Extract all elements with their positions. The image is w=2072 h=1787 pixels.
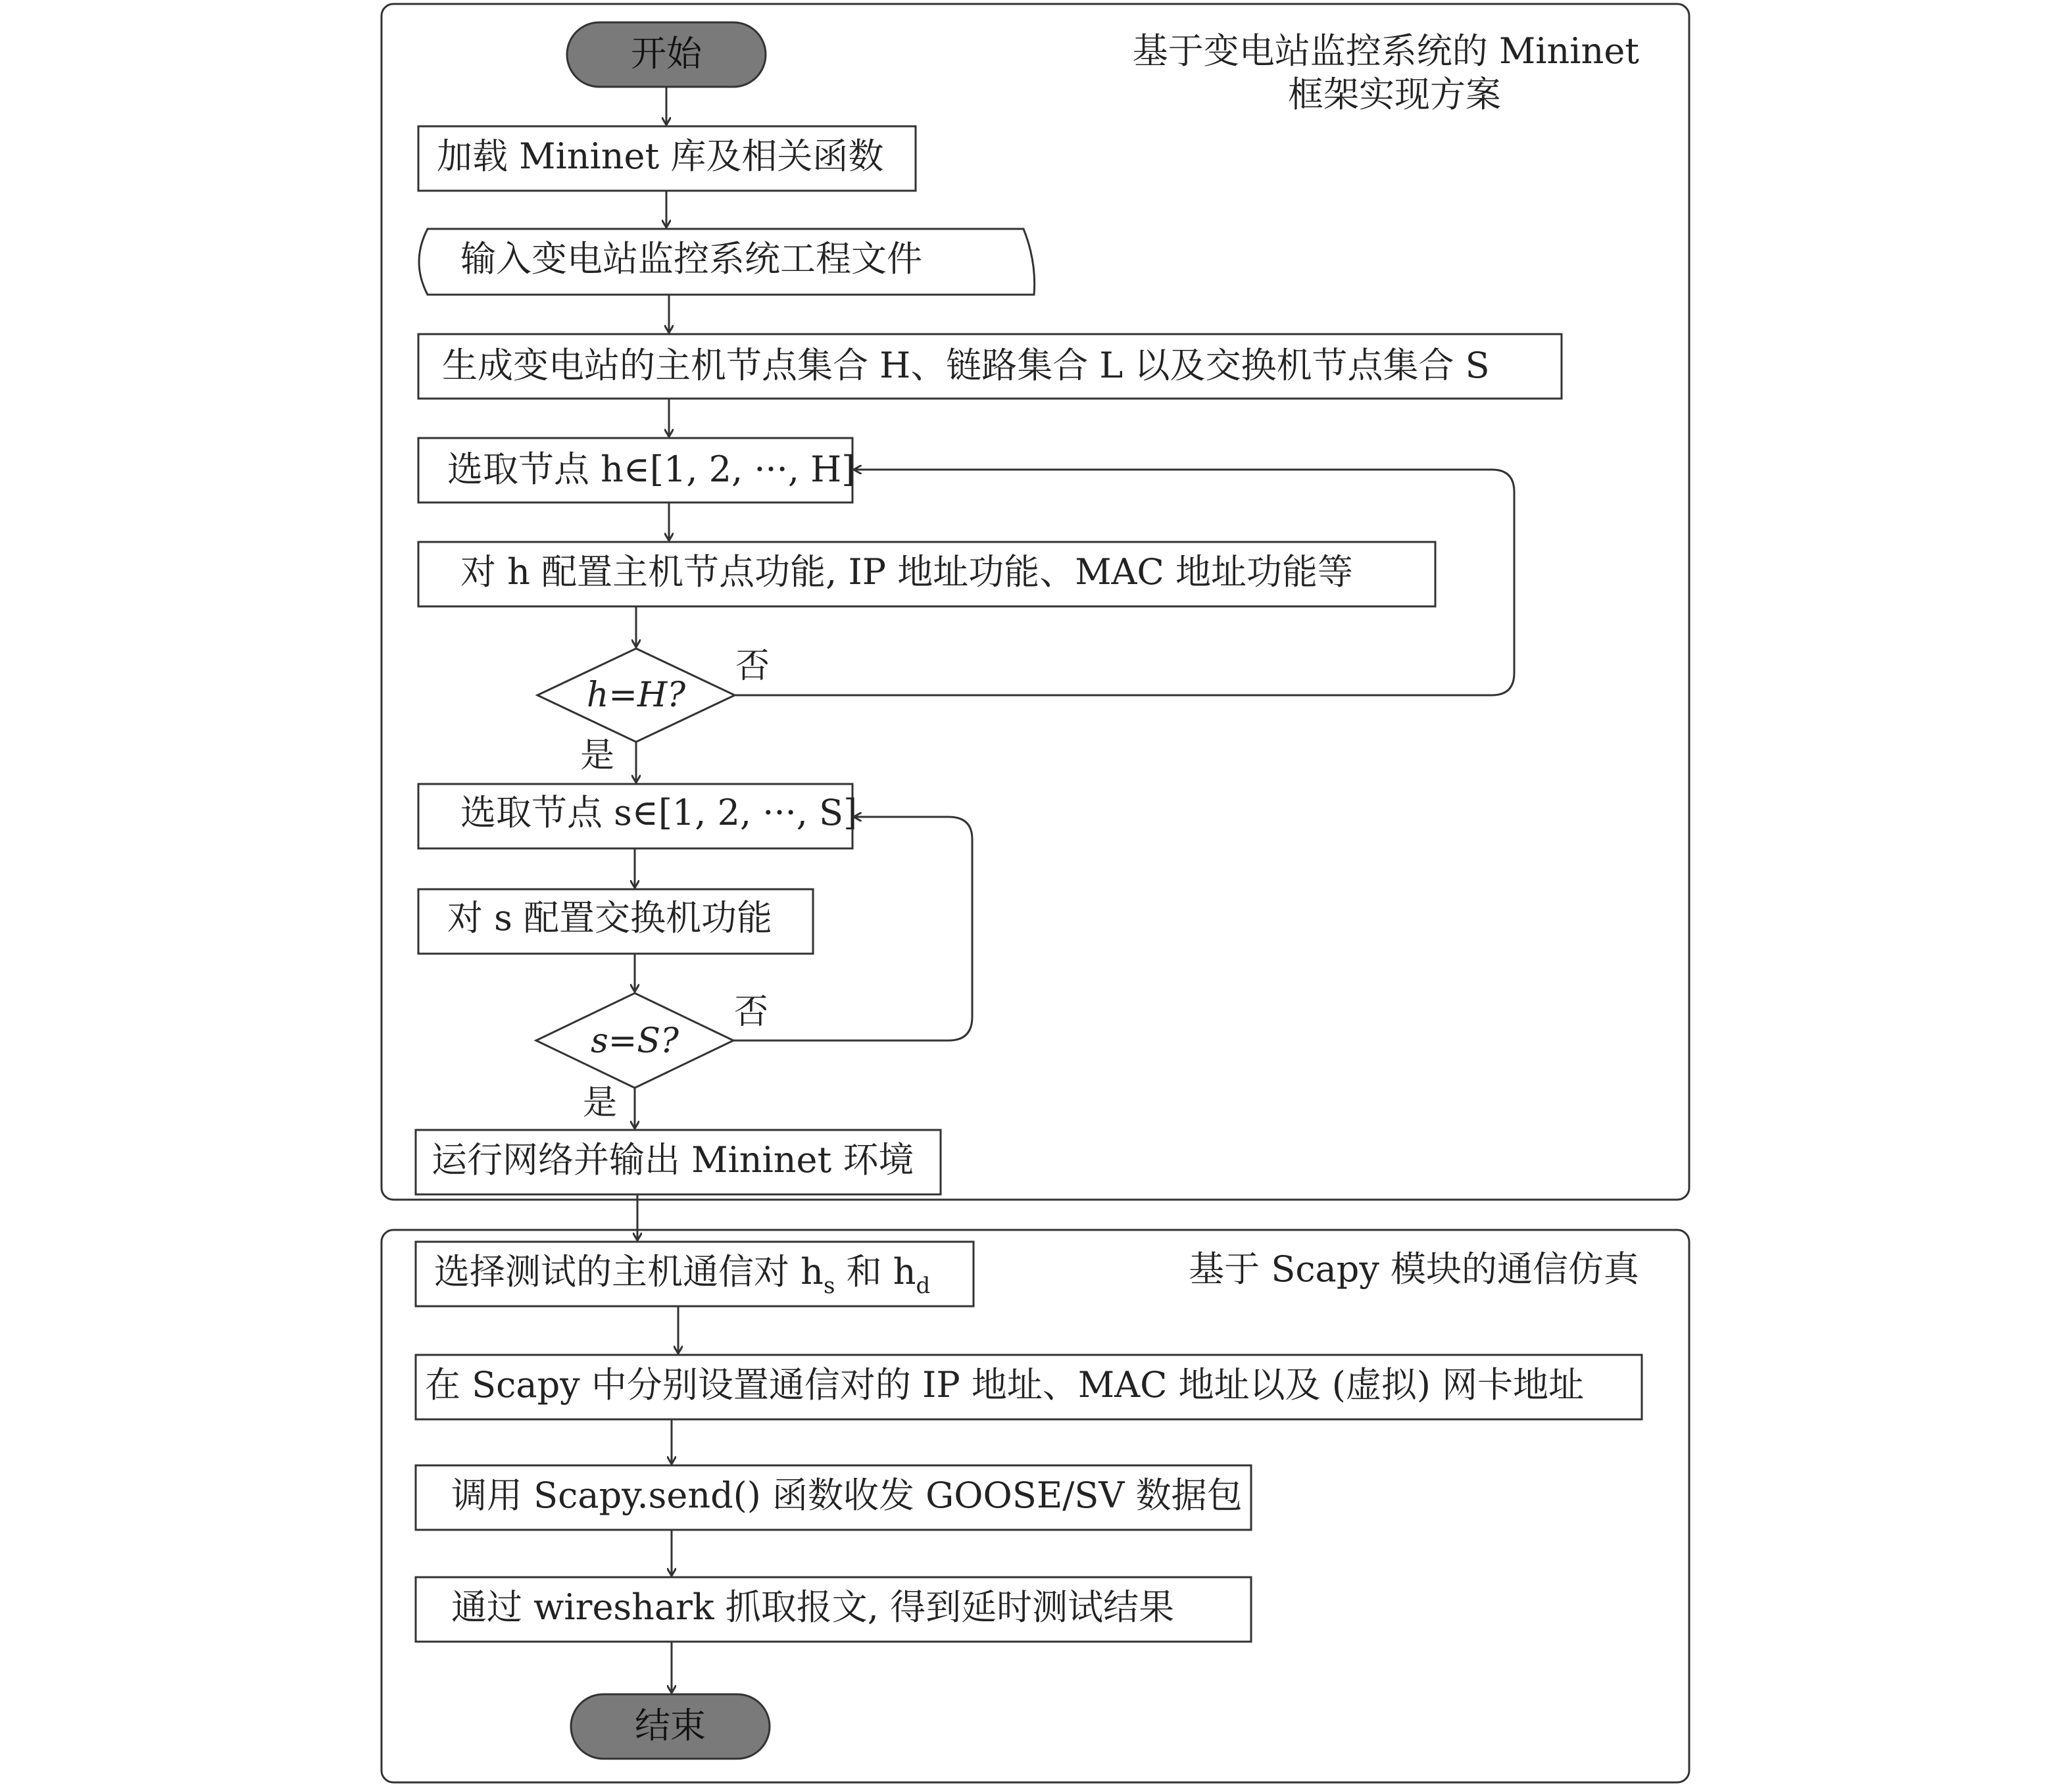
select-s-step — [418, 784, 857, 848]
mininet-section-title-line2: 框架实现方案 — [1288, 74, 1501, 115]
generate-sets-label: 生成变电站的主机节点集合 H、链路集合 L 以及交换机节点集合 S — [442, 345, 1490, 386]
edge-label-s-yes: 是 — [583, 1083, 618, 1123]
edge-label-h-no: 否 — [735, 647, 770, 686]
mininet-section-title-line1: 基于变电站监控系统的 Mininet — [1132, 30, 1639, 72]
generate-sets-step — [418, 334, 1562, 399]
config-h-label: 对 h 配置主机节点功能, IP 地址功能、MAC 地址功能等 — [460, 551, 1354, 593]
set-addresses-label: 在 Scapy 中分别设置通信对的 IP 地址、MAC 地址以及 (虚拟) 网卡地址 — [425, 1364, 1585, 1406]
select-h-step — [418, 438, 855, 502]
config-s-step — [418, 889, 813, 954]
run-network-label: 运行网络并输出 Mininet 环境 — [432, 1139, 914, 1181]
scapy-section-title: 基于 Scapy 模块的通信仿真 — [1189, 1248, 1639, 1290]
capture-step — [416, 1577, 1251, 1642]
input-file-label: 输入变电站监控系统工程文件 — [460, 238, 922, 280]
end-terminal — [571, 1694, 770, 1759]
config-s-label: 对 s 配置交换机功能 — [447, 897, 773, 939]
load-library-label: 加载 Mininet 库及相关函数 — [437, 135, 884, 177]
start-terminal — [567, 22, 766, 87]
end-label: 结束 — [635, 1705, 706, 1746]
edge-label-h-yes: 是 — [580, 736, 615, 775]
call-send-label: 调用 Scapy.send() 函数收发 GOOSE/SV 数据包 — [451, 1475, 1243, 1516]
decision-h-label: h=H? — [586, 675, 686, 715]
load-library-step — [418, 126, 916, 191]
select-pair-label: 选择测试的主机通信对 hs 和 hd — [434, 1251, 931, 1299]
capture-label: 通过 wireshark 抓取报文, 得到延时测试结果 — [451, 1586, 1175, 1628]
edge-label-s-no: 否 — [734, 992, 769, 1032]
input-file-step — [419, 229, 1035, 295]
decision-s-label: s=S? — [591, 1021, 679, 1061]
start-label: 开始 — [631, 33, 702, 74]
call-send-step — [416, 1465, 1251, 1530]
select-h-label: 选取节点 h∈[1, 2, ···, H] — [447, 449, 856, 490]
select-pair-step — [416, 1242, 974, 1306]
run-network-step — [416, 1130, 941, 1194]
select-s-label: 选取节点 s∈[1, 2, ···, S] — [460, 792, 858, 833]
config-h-step — [418, 542, 1435, 606]
set-addresses-step — [416, 1355, 1642, 1419]
